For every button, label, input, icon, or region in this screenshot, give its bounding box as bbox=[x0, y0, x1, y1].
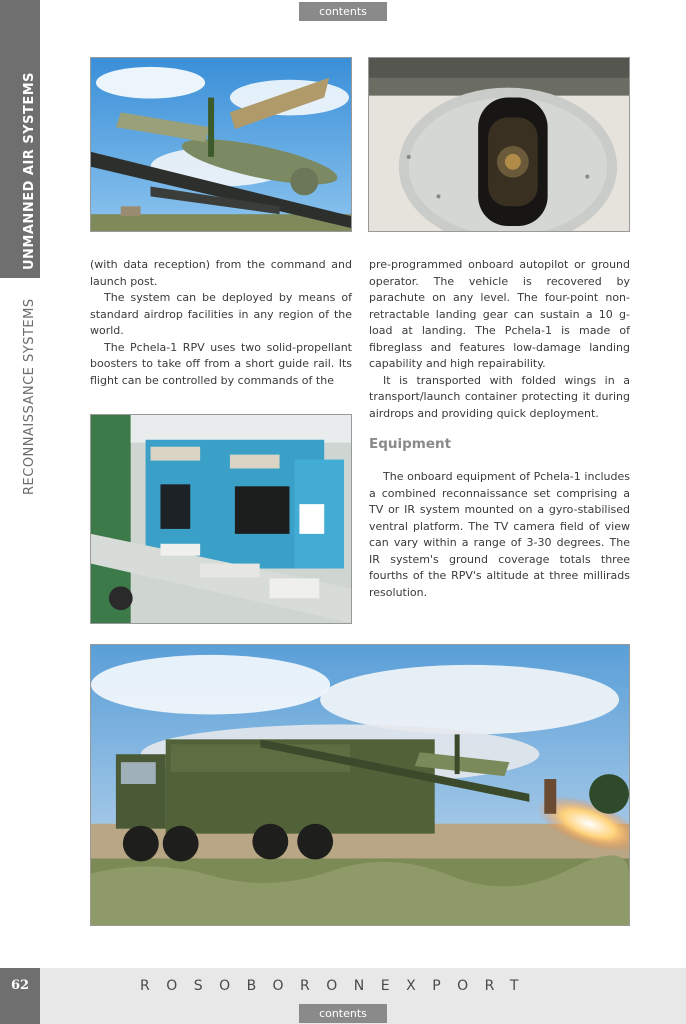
control-console-image bbox=[91, 415, 351, 623]
sidebar-subsection-label: RECONNAISSANCE SYSTEMS bbox=[22, 298, 37, 495]
paragraph: It is transported with folded wings in a transport/launch container protecting it during airdrops and providing quick deployment. bbox=[369, 373, 630, 420]
photo-truck-launch bbox=[90, 644, 630, 926]
paragraph: pre-programmed onboard autopilot or ground operator. The vehicle is recovered by parachute on any level. The four-point non-retractable landing gear can sustain a 10 g-load at landing. The Pchela-1 is made of fibreglass and features low-damage landing capability and high repairability. bbox=[369, 258, 630, 370]
contents-link-top[interactable]: contents bbox=[299, 2, 387, 21]
camera-turret-image bbox=[369, 58, 629, 231]
body-text-left-column bbox=[90, 257, 352, 389]
paragraph: The system can be deployed by means of standard airdrop facilities in any region of the world. bbox=[90, 291, 352, 337]
photo-camera-turret bbox=[368, 57, 630, 232]
page-number: 62 bbox=[10, 978, 30, 993]
rpv-launcher-image bbox=[91, 58, 351, 231]
photo-rpv-on-launcher bbox=[90, 57, 352, 232]
body-text-right-column bbox=[369, 257, 630, 422]
sidebar-section-label: UNMANNED AIR SYSTEMS bbox=[22, 71, 37, 270]
body-text-equipment bbox=[369, 469, 630, 601]
paragraph: The Pchela-1 RPV uses two solid-propellant boosters to take off from a short guide rail. Its flight can be controlled by commands of the bbox=[90, 340, 352, 387]
brand-wordmark: ROSOBORONEXPORT bbox=[140, 978, 535, 994]
section-heading-equipment: Equipment bbox=[369, 436, 452, 452]
contents-link-bottom[interactable]: contents bbox=[299, 1004, 387, 1023]
sidebar bbox=[0, 0, 40, 968]
truck-launch-image bbox=[91, 645, 629, 925]
page-number-box bbox=[0, 968, 40, 1024]
paragraph: (with data reception) from the command and launch post. bbox=[90, 258, 352, 288]
paragraph: The onboard equipment of Pchela-1 includes a combined reconnaissance set comprising a TV or IR system mounted on a gyro-stabilised ventral platform. The TV camera field of view can vary within a range of 3-30 degrees. The IR system's ground coverage totals three fourths of the RPV's altitude at three millirads resolution. bbox=[369, 470, 630, 599]
photo-control-console bbox=[90, 414, 352, 624]
